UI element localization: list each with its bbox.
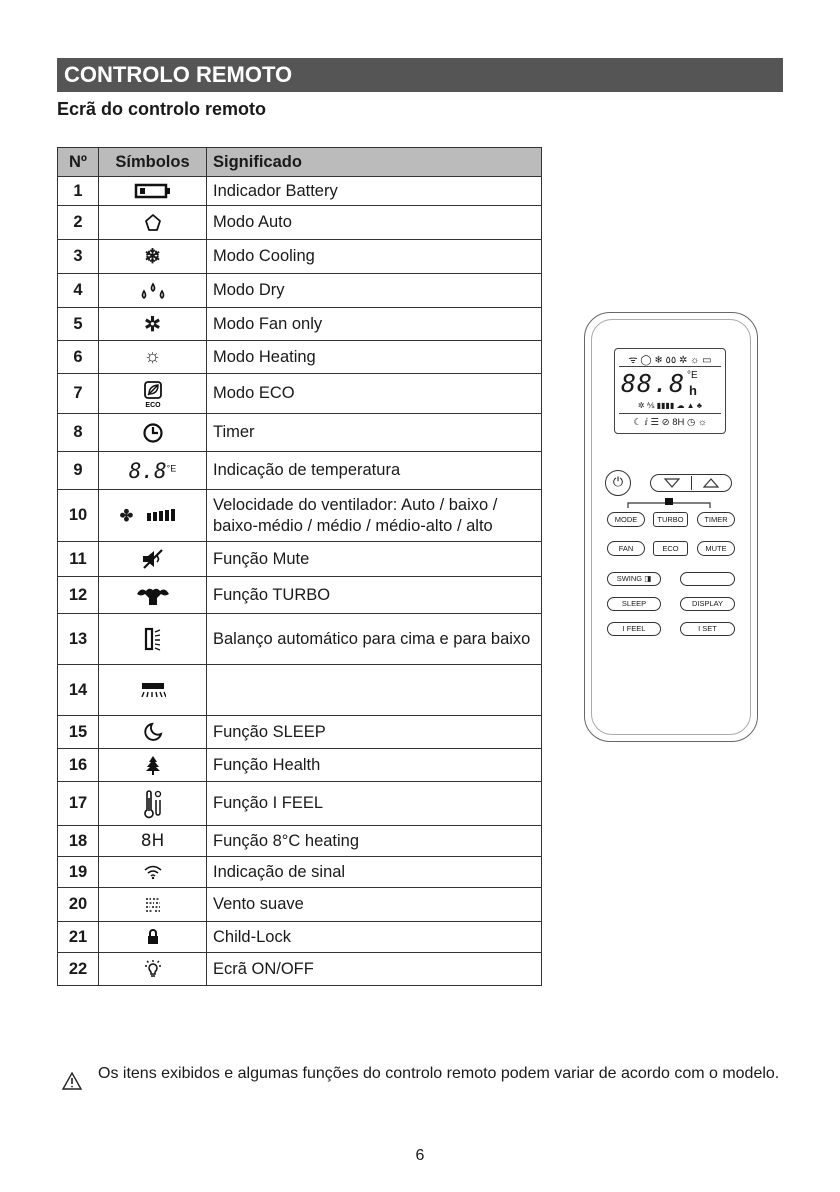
- fan-button[interactable]: FAN: [607, 541, 645, 556]
- table-row: 1 Indicador Battery: [58, 177, 542, 206]
- thermometer-icon: [142, 789, 164, 819]
- timer-button[interactable]: TIMER: [697, 512, 735, 527]
- ifeel-button[interactable]: I FEEL: [607, 622, 661, 636]
- table-row: 12 Função TURBO: [58, 577, 542, 614]
- table-row: 21 Child-Lock: [58, 922, 542, 953]
- table-row: 9 $8.8^{^\circ E}$ Indicação de temperatura: [58, 452, 542, 490]
- 8h-icon: 8H: [140, 831, 165, 851]
- iset-button[interactable]: I SET: [680, 622, 735, 636]
- mute-button[interactable]: MUTE: [697, 541, 735, 556]
- turbo-icon: [135, 584, 171, 606]
- sun-icon: ☼: [143, 346, 162, 367]
- horizontal-swing-icon: [140, 681, 166, 699]
- gentle-wind-icon: [143, 896, 163, 914]
- vertical-swing-icon: [143, 627, 163, 651]
- table-row: 10 ✤ Velocidade do ventilador: Auto / baixo / baixo-médio / médio / médio-alto / alto: [58, 490, 542, 542]
- table-row: 4 Modo Dry: [58, 274, 542, 308]
- table-row: 16 Função Health: [58, 749, 542, 782]
- table-row: 18 8H Função 8°C heating: [58, 826, 542, 857]
- temp-rocker[interactable]: [650, 474, 732, 492]
- section-header: CONTROLO REMOTO: [57, 58, 783, 92]
- table-row: 8 Timer: [58, 414, 542, 452]
- swing-button[interactable]: SWING ◨: [607, 572, 661, 586]
- page-number: 6: [415, 1147, 425, 1164]
- table-row: 22 Ecrã ON/OFF: [58, 953, 542, 986]
- svg-text:ECO: ECO: [144, 401, 161, 408]
- bulb-icon: [142, 959, 164, 979]
- temperature-digits-icon: $8.8^{^\circ E}$: [128, 458, 177, 483]
- section-subtitle: Ecrã do controlo remoto: [57, 99, 267, 119]
- mute-icon: [140, 548, 166, 570]
- warning-icon: [61, 1071, 83, 1091]
- col-header-symbols: Símbolos: [99, 148, 207, 177]
- lock-icon: [146, 929, 160, 945]
- wifi-icon: [143, 864, 163, 880]
- table-row: 2 Modo Auto: [58, 206, 542, 240]
- auto-mode-icon: [143, 213, 163, 233]
- turbo-button[interactable]: TURBO: [653, 512, 688, 527]
- eco-leaf-icon: [141, 380, 165, 408]
- table-row: 5 ✲ Modo Fan only: [58, 308, 542, 341]
- table-row: 15 Função SLEEP: [58, 716, 542, 749]
- eco-button[interactable]: ECO: [653, 541, 688, 556]
- table-row: 17 Função I FEEL: [58, 782, 542, 826]
- table-row: 3 ❄ Modo Cooling: [58, 240, 542, 274]
- moon-icon: [142, 721, 164, 743]
- table-row: 6 ☼ Modo Heating: [58, 341, 542, 374]
- power-button[interactable]: ⏻: [605, 470, 631, 496]
- symbols-table: [57, 147, 542, 986]
- fan-icon: ✲: [144, 313, 161, 336]
- col-header-number: Nº: [58, 148, 99, 177]
- drops-icon: [139, 281, 167, 301]
- table-row: 20 Vento suave: [58, 888, 542, 922]
- table-row: 19 Indicação de sinal: [58, 857, 542, 888]
- col-header-meaning: Significado: [207, 148, 542, 177]
- sleep-button[interactable]: SLEEP: [607, 597, 661, 611]
- temp-down-icon[interactable]: [664, 478, 680, 488]
- snowflake-icon: ❄: [144, 246, 161, 268]
- tree-icon: [145, 755, 161, 775]
- table-row: 13 Balanço automático para cima e para baixo: [58, 614, 542, 665]
- blank-button[interactable]: [680, 572, 735, 586]
- temp-up-icon[interactable]: [703, 478, 719, 488]
- fan-speed-icon: ✤: [120, 506, 185, 526]
- table-row: 14: [58, 665, 542, 716]
- display-button[interactable]: DISPLAY: [680, 597, 735, 611]
- battery-icon: [134, 183, 172, 199]
- table-row: 11 Função Mute: [58, 542, 542, 577]
- table-row: 7 ECO Modo ECO: [58, 374, 542, 414]
- child-lock-bracket: [626, 496, 712, 510]
- remote-lcd: ᯤ ◯ ❄ ٥٥ ✲ ☼ ▭ 88.8 °E h ✲ ⅍ ▮▮▮▮ ☁ ▲ ♣ ☾ ⅈ ☰ ⊘ 8H ◷ ☼: [614, 348, 726, 434]
- footnote: Os itens exibidos e algumas funções do controlo remoto podem variar de acordo com o modelo.: [98, 1065, 780, 1082]
- clock-icon: [142, 422, 164, 444]
- mode-button[interactable]: MODE: [607, 512, 645, 527]
